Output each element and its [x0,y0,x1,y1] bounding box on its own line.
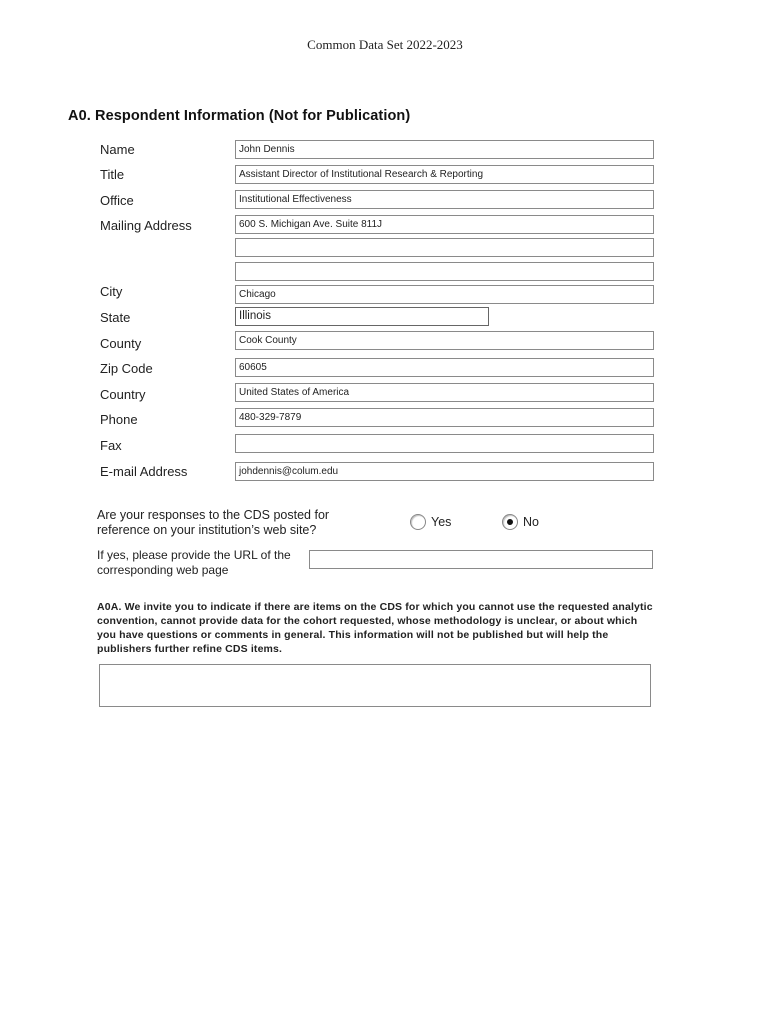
phone-label: Phone [100,412,138,427]
name-label: Name [100,142,135,157]
section-title: A0. Respondent Information (Not for Publication) [68,108,411,124]
document-header: Common Data Set 2022-2023 [307,37,463,52]
fax-label: Fax [100,438,122,453]
title-label: Title [100,167,125,182]
url-field[interactable] [309,550,653,569]
country-label: Country [100,387,146,402]
fax-field[interactable] [235,434,654,453]
city-field[interactable]: Chicago [235,285,654,304]
zip-code-label: Zip Code [100,361,153,376]
url-question-line1: If yes, please provide the URL of the [97,548,291,562]
office-label: Office [100,193,134,208]
mailing-address-line3-field[interactable] [235,262,654,281]
url-question [97,548,291,578]
yes-radio[interactable] [410,514,426,530]
email-label: E-mail Address [100,464,188,479]
posted-question-line2: reference on your institution’s web site? [97,523,317,537]
state-label: State [100,310,131,325]
posted-question [97,508,329,538]
county-label: County [100,336,142,351]
no-radio-selected-dot [507,519,513,525]
mailing-address-label: Mailing Address [100,218,192,233]
mailing-address-line1-field[interactable]: 600 S. Michigan Ave. Suite 811J [235,215,654,234]
county-field[interactable]: Cook County [235,331,654,350]
office-field[interactable]: Institutional Effectiveness [235,190,654,209]
phone-field[interactable]: 480-329-7879 [235,408,654,427]
title-field[interactable]: Assistant Director of Institutional Research & Reporting [235,165,654,184]
mailing-address-line2-field[interactable] [235,238,654,257]
no-radio-label: No [523,515,539,529]
email-field[interactable]: johdennis@colum.edu [235,462,654,481]
city-label: City [100,284,123,299]
a0a-comment-box[interactable] [99,664,651,707]
name-field[interactable]: John Dennis [235,140,654,159]
a0a-instructions: A0A. We invite you to indicate if there are items on the CDS for which you cannot use the requested analytic convention, cannot provide data for the cohort requested, whose methodology is unclear, or about which you have questions or comments in general. This information will not be published but will help the publishers further refine CDS items. [97,601,653,655]
no-radio[interactable] [502,514,518,530]
zip-code-field[interactable]: 60605 [235,358,654,377]
posted-question-line1: Are your responses to the CDS posted for [97,508,330,522]
state-field[interactable]: Illinois [235,307,489,326]
url-question-line2: corresponding web page [97,563,229,577]
yes-radio-label: Yes [431,515,452,529]
country-field[interactable]: United States of America [235,383,654,402]
